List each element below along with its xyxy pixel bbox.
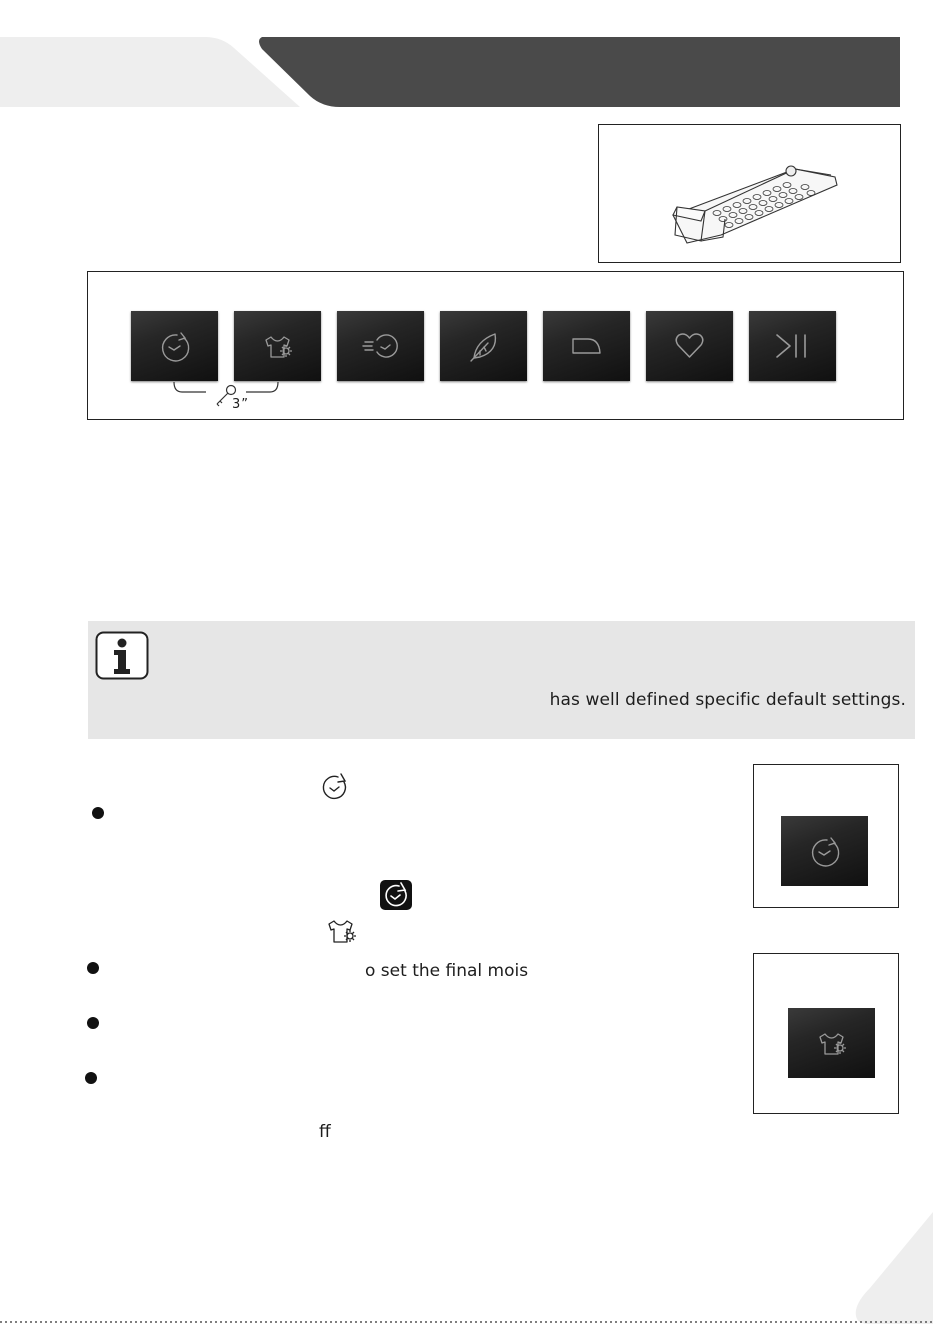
dryness-text-fragment: o set the final mois bbox=[365, 961, 529, 981]
dry-level-button-illustration bbox=[788, 1008, 875, 1078]
water-container-illustration-frame bbox=[598, 124, 901, 263]
favourite-button[interactable] bbox=[646, 311, 733, 381]
iron-icon bbox=[543, 311, 630, 381]
key-lock-bracket bbox=[170, 380, 282, 416]
info-note bbox=[88, 621, 915, 739]
dry-level-inline-icon bbox=[326, 918, 360, 946]
key-lock-hold-time: 3” bbox=[232, 397, 250, 412]
bullet-3 bbox=[87, 1017, 99, 1029]
header-right-tab bbox=[259, 37, 900, 107]
delay-timer-button[interactable] bbox=[131, 311, 218, 381]
delay-timer-button-illustration bbox=[781, 816, 868, 886]
shirt-dry-level-icon bbox=[234, 311, 321, 381]
iron-button[interactable] bbox=[543, 311, 630, 381]
bullet-4 bbox=[85, 1072, 97, 1084]
header-left-tab bbox=[0, 37, 300, 107]
quick-dry-icon bbox=[337, 311, 424, 381]
delay-timer-inline-icon bbox=[320, 773, 350, 801]
page-header bbox=[0, 0, 933, 120]
page-corner-tab bbox=[850, 1212, 933, 1324]
delay-timer-icon bbox=[131, 311, 218, 381]
bullet-1 bbox=[92, 807, 104, 819]
water-container-drawing bbox=[599, 125, 899, 261]
start-pause-button[interactable] bbox=[749, 311, 836, 381]
bullet-2 bbox=[87, 962, 99, 974]
info-icon bbox=[95, 631, 149, 681]
delay-timer-icon bbox=[781, 816, 868, 886]
off-text-fragment: ff bbox=[319, 1122, 331, 1142]
favourite-heart-icon bbox=[646, 311, 733, 381]
info-note-text: has well defined specific default settings. bbox=[549, 690, 906, 710]
delay-timer-active-icon bbox=[380, 880, 412, 910]
dry-level-button[interactable] bbox=[234, 311, 321, 381]
eco-leaf-icon bbox=[440, 311, 527, 381]
bottom-rule bbox=[0, 1320, 933, 1324]
quick-dry-button[interactable] bbox=[337, 311, 424, 381]
eco-button[interactable] bbox=[440, 311, 527, 381]
start-pause-icon bbox=[749, 311, 836, 381]
shirt-dry-level-icon bbox=[788, 1008, 875, 1078]
